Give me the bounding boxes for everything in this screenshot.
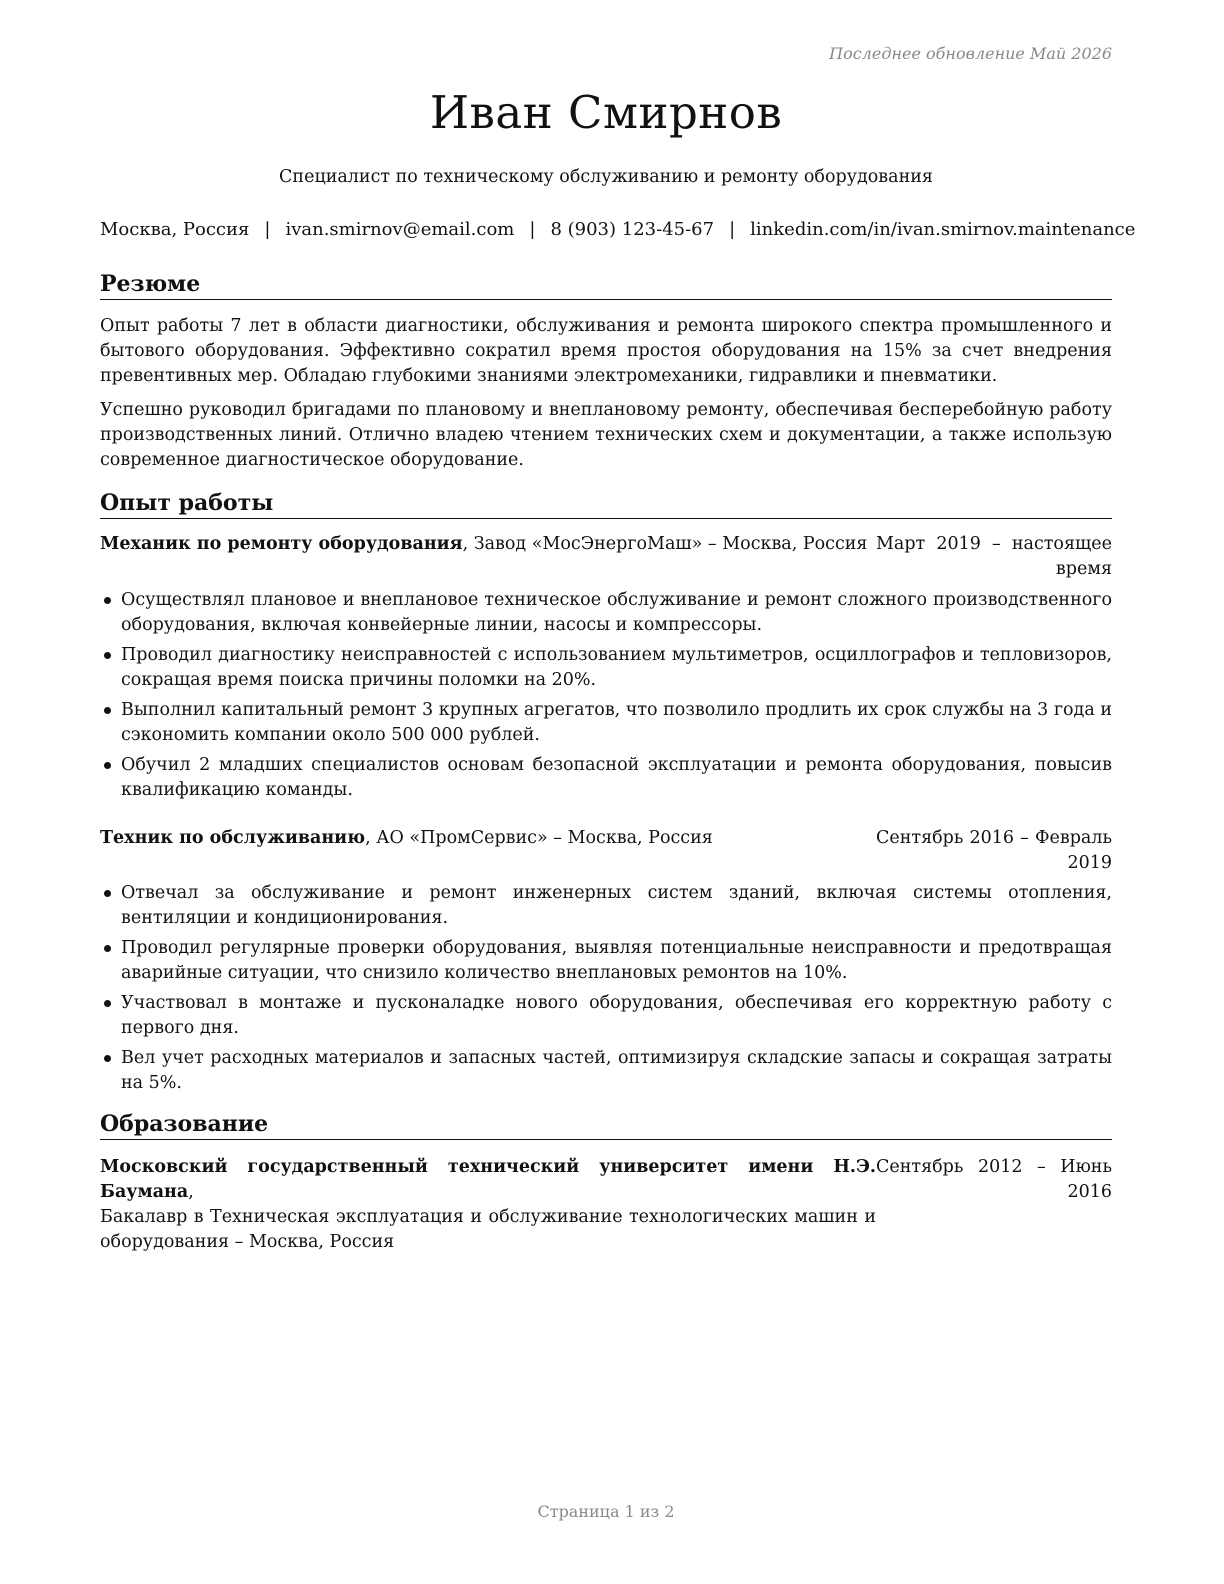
contact-location: Москва, Россия <box>100 219 250 240</box>
job-dates: Сентябрь 2016 – Февраль 2019 <box>876 828 1112 873</box>
list-item: Вел учет расходных материалов и запасных частей, оптимизируя складские запасы и сокращая затраты на 5%. <box>100 1046 1112 1096</box>
section-title-experience: Опыт работы <box>100 489 1112 519</box>
section-title-education: Образование <box>100 1110 1112 1140</box>
job-bullets <box>100 588 1112 808</box>
page-number: Страница 1 из 2 <box>537 1502 675 1521</box>
contact-separator: | <box>264 219 271 240</box>
contact-email[interactable]: ivan.smirnov@email.com <box>285 219 515 240</box>
education-degree: Бакалавр в Техническая эксплуатация и обслуживание технологических машин и оборудования – Москва, Россия <box>100 1207 876 1252</box>
list-item: Участвовал в монтаже и пусконаладке нового оборудования, обеспечивая его корректную работу с первого дня. <box>100 991 1112 1041</box>
job-role: Механик по ремонту оборудования <box>100 534 463 554</box>
contact-separator: | <box>529 219 536 240</box>
list-item: Обучил 2 младших специалистов основам безопасной эксплуатации и ремонта оборудования, повысив квалификацию команды. <box>100 753 1112 803</box>
contact-linkedin[interactable]: linkedin.com/in/ivan.smirnov.maintenance <box>750 219 1136 240</box>
contact-line <box>100 219 1136 240</box>
contact-phone[interactable]: 8 (903) 123-45-67 <box>550 219 715 240</box>
section-title-summary: Резюме <box>100 270 1112 300</box>
job-bullets <box>100 881 1112 1101</box>
job-role: Техник по обслуживанию <box>100 828 366 848</box>
education-dates: Сентябрь 2012 – Июнь 2016 <box>876 1157 1112 1202</box>
last-updated-note: Последнее обновление Май 2026 <box>829 44 1112 63</box>
education-institution: Московский государственный технический университет имени Н.Э. Баумана <box>100 1157 876 1202</box>
summary-paragraph: Успешно руководил бригадами по плановому и внеплановому ремонту, обеспечивая бесперебойную работу производственных линий. Отлично владею чтением технических схем и документации, а также использую современное диагностическое оборудование. <box>100 400 1112 470</box>
candidate-headline: Специалист по техническому обслуживанию и ремонту оборудования <box>279 167 933 187</box>
job-company: , АО «ПромСервис» – Москва, Россия <box>365 828 713 848</box>
job-company: , Завод «МосЭнергоМаш» – Москва, Россия <box>462 534 868 554</box>
resume-page <box>100 0 1136 1584</box>
list-item: Выполнил капитальный ремонт 3 крупных агрегатов, что позволило продлить их срок службы на 3 года и сэкономить компании около 500 000 рублей. <box>100 698 1112 748</box>
job-dates: Март 2019 – настоящее время <box>876 534 1112 579</box>
summary-paragraph: Опыт работы 7 лет в области диагностики, обслуживания и ремонта широкого спектра промышленного и бытового оборудования. Эффективно сократил время простоя оборудования на 15% за счет внедрения превентивных мер. Обладаю глубокими знаниями электромеханики, гидравлики и пневматики. <box>100 316 1112 386</box>
contact-separator: | <box>729 219 736 240</box>
list-item: Отвечал за обслуживание и ремонт инженерных систем зданий, включая системы отопления, вентиляции и кондиционирования. <box>100 881 1112 931</box>
list-item: Проводил регулярные проверки оборудования, выявляя потенциальные неисправности и предотвращая аварийные ситуации, что снизило количество внеплановых ремонтов на 10%. <box>100 936 1112 986</box>
candidate-name: Иван Смирнов <box>429 86 783 139</box>
list-item: Осуществлял плановое и внеплановое техническое обслуживание и ремонт сложного производственного оборудования, включая конвейерные линии, насосы и компрессоры. <box>100 588 1112 638</box>
education-comma: , <box>188 1182 194 1202</box>
list-item: Проводил диагностику неисправностей с использованием мультиметров, осциллографов и тепловизоров, сокращая время поиска причины поломки на 20%. <box>100 643 1112 693</box>
